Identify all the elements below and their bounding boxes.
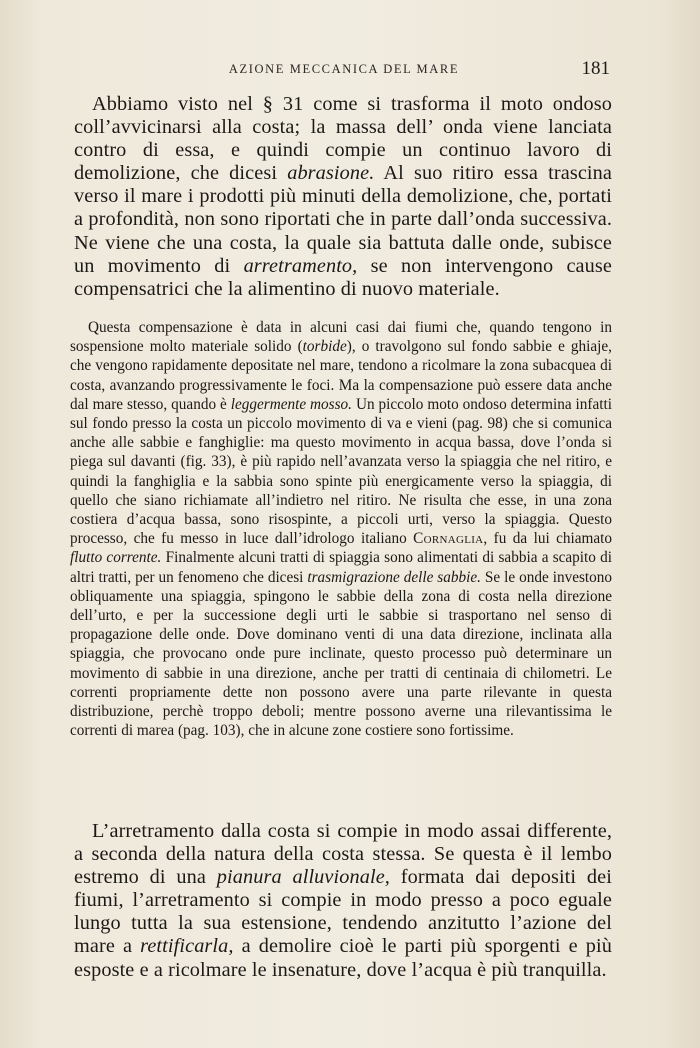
text-run: Finalmente alcuni tratti di spiaggia sono alimentati di sabbia a scapito di altri tratti, per un fenomeno che dicesi	[70, 549, 612, 586]
italic-term: arretramento,	[243, 254, 358, 277]
text-run: formata dai depositi dei fiumi, l’arretramento si compie in modo presso a poco eguale lungo tutta la sua estensione, tendendo anzitutto l’azione del mare a	[74, 866, 612, 958]
italic-term: torbide	[302, 338, 347, 356]
text-run: ), o travolgono sul fondo sabbie e ghiaje, che vengono rapidamente depositate nel mare, tendono a ricolmare la zona subacquea di costa, avanzando progressivamente le foci. Ma la compensazione può essere data anche dal mare stesso, quando è	[70, 338, 612, 413]
text-run: Questa compensazione è data in alcuni casi dai fiumi che, quando tengono in sospensione molto materiale solido (	[70, 319, 612, 356]
text-run: Un piccolo moto ondoso determina infatti sul fondo presso la costa un piccolo movimento di va e vieni (pag. 98) che si comunica anche alle sabbie e fanghiglie: ma questo movimento in acqua bassa, dove l’onda si piega sul davanti (fig. 33), è più rapido nell’avanzata verso la spiaggia che nel ritiro, e quindi la fanghiglia e la sabbia sono spinte più energicamente verso la spiaggia, di quello che siano richiamate all’indietro nel ritiro. Ne risulta che esse, in una zona costiera d’acqua bassa, sono risospinte, a piccoli urti, verso la spiaggia. Questo processo, che fu messo in luce dall’idrologo italiano	[70, 395, 612, 548]
author-name: Cornaglia	[413, 530, 484, 548]
page-number: 181	[581, 58, 610, 79]
paragraph-arretramento	[74, 820, 612, 982]
text-run: Abbiamo visto nel § 31 come si trasforma il moto ondoso coll’avvicinarsi alla costa; la massa dell’ onda viene lanciata contro di essa, e quindi compie un continuo lavoro di demolizione, che dicesi	[74, 93, 612, 185]
italic-term: trasmigrazione delle sabbie.	[307, 568, 481, 586]
text-run: se non intervengono cause compensatrici che la alimentino di nuovo materiale.	[74, 254, 612, 300]
text-run: , fu da lui chiamato	[483, 530, 612, 548]
italic-term: leggermente mosso.	[230, 395, 352, 413]
text-run: L’arretramento dalla costa si compie in modo assai differente, a seconda della natura della costa stessa. Se questa è il lembo estremo di una	[74, 820, 612, 889]
page-header	[76, 58, 612, 88]
running-title: AZIONE MECCANICA DEL MARE	[228, 62, 460, 76]
text-run: a demolire cioè le parti più sporgenti e più esposte e a ricolmare le insenature, dove l’acqua è più tranquilla.	[74, 935, 612, 981]
text-run: Se le onde investono obliquamente una spiaggia, spingono le sabbie della zona di costa nella direzione dell’urto, e per la successione degli urti le sabbie si trasportano nel senso di propagazione delle onde. Dove dominano venti di una data direzione, inclinata alla spiaggia, che provocano onde pure inclinate, questo processo può determinare un movimento di sabbie in una direzione, anche per tratti di centinaia di chilometri. Le correnti propriamente dette non possono avere una parte rilevante in questa distribuzione, perchè troppo deboli; mentre possono averne una rilevantissima le correnti di marea (pag. 103), che in alcune zone costiere sono fortissime.	[70, 568, 613, 740]
paragraph-intro	[74, 93, 612, 301]
text-run: Al suo ritiro essa trascina verso il mare i prodotti più minuti della demolizione, che, portati a profondità, non sono riportati che in parte dall’onda successiva. Ne viene che una costa, la quale sia battuta dalle onde, subisce un movimento di	[74, 162, 612, 277]
paragraph-note-compensation	[70, 318, 612, 740]
italic-term: abrasione.	[287, 162, 375, 185]
italic-term: flutto corrente.	[70, 549, 162, 567]
italic-term: pianura alluvionale,	[216, 866, 390, 889]
italic-term: rettificarla,	[140, 935, 234, 958]
